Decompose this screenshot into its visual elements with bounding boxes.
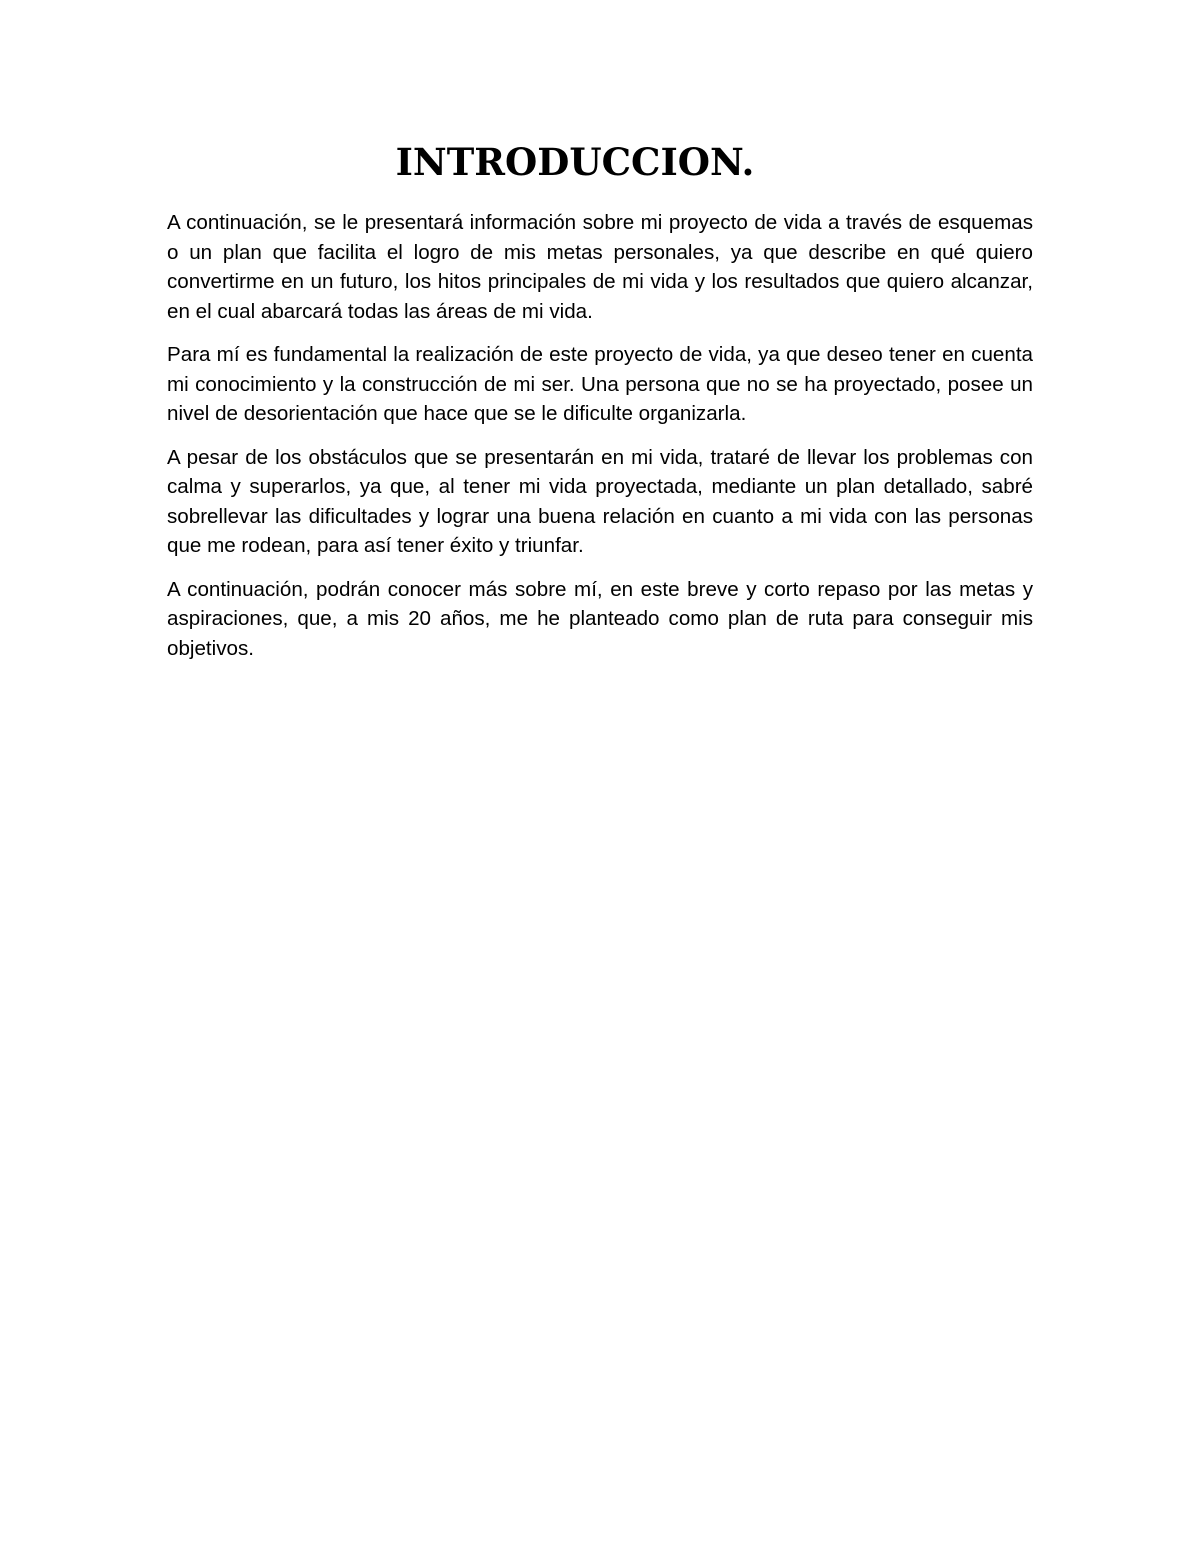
paragraph-4: A continuación, podrán conocer más sobre mí, en este breve y corto repaso por las metas y aspiraciones, que, a mis 20 años, me he planteado como plan de ruta para conseguir mis objetivos. xyxy=(167,577,1033,660)
paragraph-1: A continuación, se le presentará información sobre mi proyecto de vida a través de esquemas o un plan que facilita el logro de mis metas personales, ya que describe en qué quiero convertirme en un futuro, los hitos principales de mi vida y los resultados que quiero alcanzar, en el cual abarcará todas las áreas de mi vida. xyxy=(167,211,1033,323)
page-title: INTRODUCCION. xyxy=(395,140,755,184)
paragraph-3: A pesar de los obstáculos que se presentarán en mi vida, trataré de llevar los problemas con calma y superarlos, ya que, al tener mi vida proyectada, mediante un plan detallado, sabré sobrellevar las dificultades y lograr una buena relación en cuanto a mi vida con las personas que me rodean, para así tener éxito y triunfar. xyxy=(167,445,1033,557)
document-body xyxy=(167,208,1033,677)
paragraph-2: Para mí es fundamental la realización de este proyecto de vida, ya que deseo tener en cuenta mi conocimiento y la construcción de mi ser. Una persona que no se ha proyectado, posee un nivel de desorientación que hace que se le dificulte organizarla. xyxy=(167,343,1033,425)
